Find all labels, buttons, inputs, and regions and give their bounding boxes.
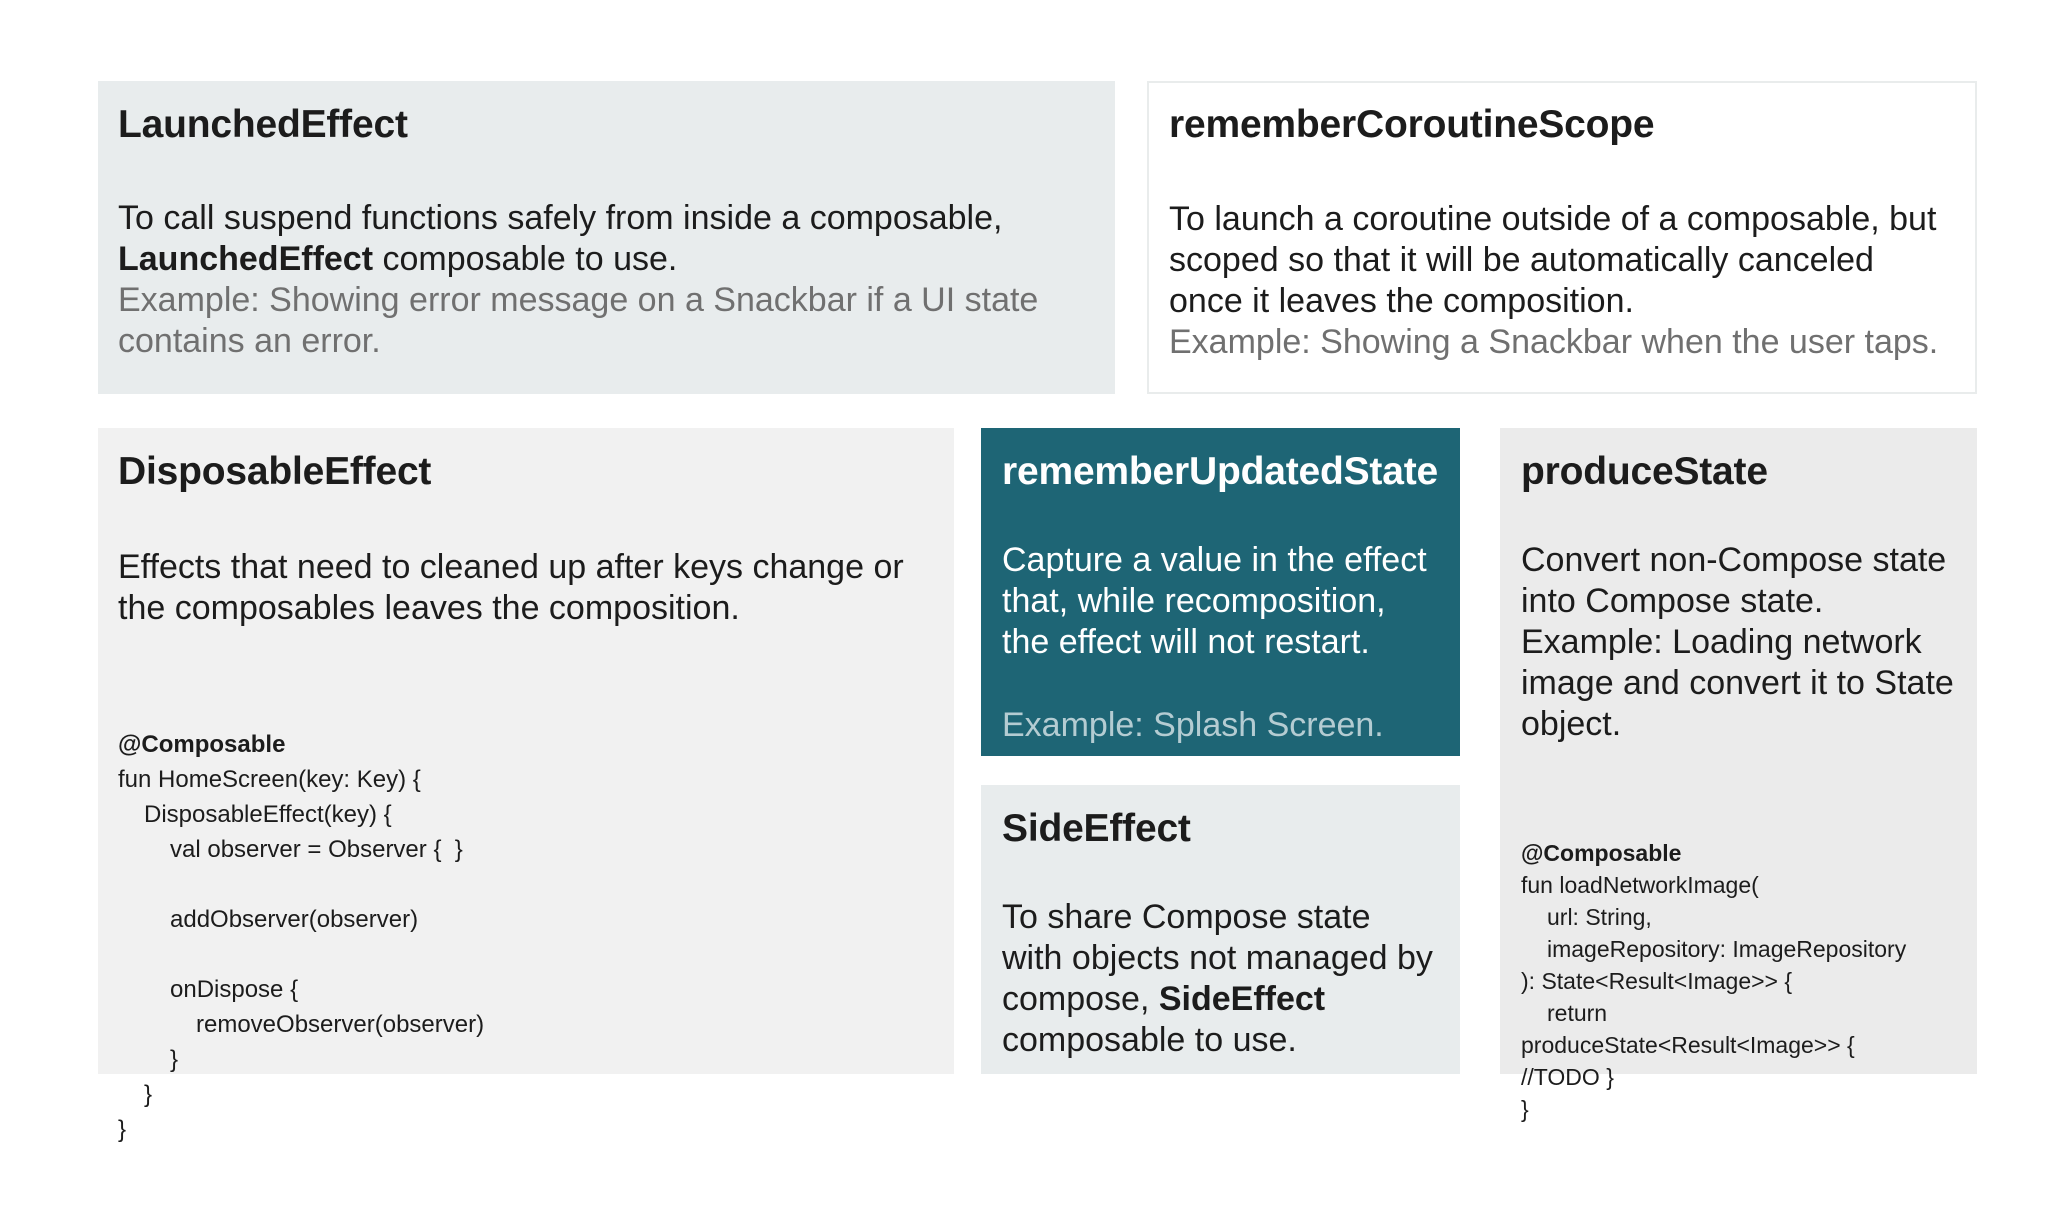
code-line: DisposableEffect(key) { [144,800,392,828]
code-line: produceState<Result<Image>> { [1521,1031,1855,1058]
produce-state-description [1521,540,1956,745]
launched-effect-title: LaunchedEffect [118,103,408,146]
code-line-blank [118,867,934,902]
code-line: @Composable [118,730,286,758]
disposable-effect-title: DisposableEffect [118,450,432,493]
side-effect-desc-text: To share Compose state with objects not managed by compose, [1002,897,1433,1018]
launched-effect-desc-rest: composable to use. [373,239,678,278]
remember-updated-state-desc-text: Capture a value in the effect that, while recomposition, the effect will not restart. [1002,540,1427,661]
side-effect-description [1002,897,1439,1061]
launched-effect-description [118,198,1095,362]
produce-state-card [1500,428,1977,1122]
disposable-effect-desc-text: Effects that need to cleaned up after keys change or the composables leaves the composition. [118,547,904,627]
code-line-blank [118,937,934,972]
produce-state-desc-text: Convert non-Compose state into Compose state. [1521,540,1947,620]
side-effect-keyword: SideEffect [1158,979,1326,1018]
code-line: } [1521,1095,1529,1122]
remember-coroutine-scope-description [1169,199,1955,363]
code-line: addObserver(observer) [170,905,419,933]
launched-effect-example: Example: Showing error message on a Snackbar if a UI state contains an error. [118,280,1039,360]
disposable-effect-card [98,428,954,1143]
produce-state-title: produceState [1521,450,1768,493]
code-line: ): State<Result<Image>> { [1521,967,1793,994]
code-line: } [118,1115,127,1143]
disposable-effect-code [118,657,934,1217]
remember-coroutine-scope-card [1147,81,1977,394]
produce-state-example: Example: Loading network image and convert it to State object. [1521,622,1954,743]
remember-updated-state-example: Example: Splash Screen. [1002,705,1384,744]
launched-effect-card [98,81,1115,394]
remember-coroutine-scope-title: rememberCoroutineScope [1169,103,1655,146]
side-effect-desc-rest: composable to use. [1002,1020,1297,1059]
launched-effect-keyword: LaunchedEffect [118,239,374,278]
side-effect-card [981,785,1460,1074]
remember-coroutine-scope-desc-text: To launch a coroutine outside of a composable, but scoped so that it will be automatically canceled once it leaves the composition. [1169,199,1937,320]
disposable-effect-description [118,547,934,629]
code-line: } [144,1080,153,1108]
produce-state-code [1521,773,1956,1189]
launched-effect-desc-line: To call suspend functions safely from inside a composable, [118,198,1003,237]
code-line: val observer = Observer { } [170,835,463,863]
code-line: return [1547,999,1608,1026]
code-line: //TODO } [1521,1063,1614,1090]
code-line: } [170,1045,179,1073]
remember-updated-state-card [981,428,1460,756]
remember-updated-state-description [1002,540,1439,746]
code-line: url: String, [1547,903,1652,930]
remember-updated-state-title: rememberUpdatedState [1002,450,1438,493]
code-line: onDispose { [170,975,299,1003]
code-line: @Composable [1521,839,1682,866]
side-effect-title: SideEffect [1002,807,1191,850]
remember-coroutine-scope-example: Example: Showing a Snackbar when the user taps. [1169,322,1939,361]
code-line: fun loadNetworkImage( [1521,871,1759,898]
code-line: imageRepository: ImageRepository [1547,935,1907,962]
code-line: removeObserver(observer) [196,1010,485,1038]
code-line: fun HomeScreen(key: Key) { [118,765,421,793]
